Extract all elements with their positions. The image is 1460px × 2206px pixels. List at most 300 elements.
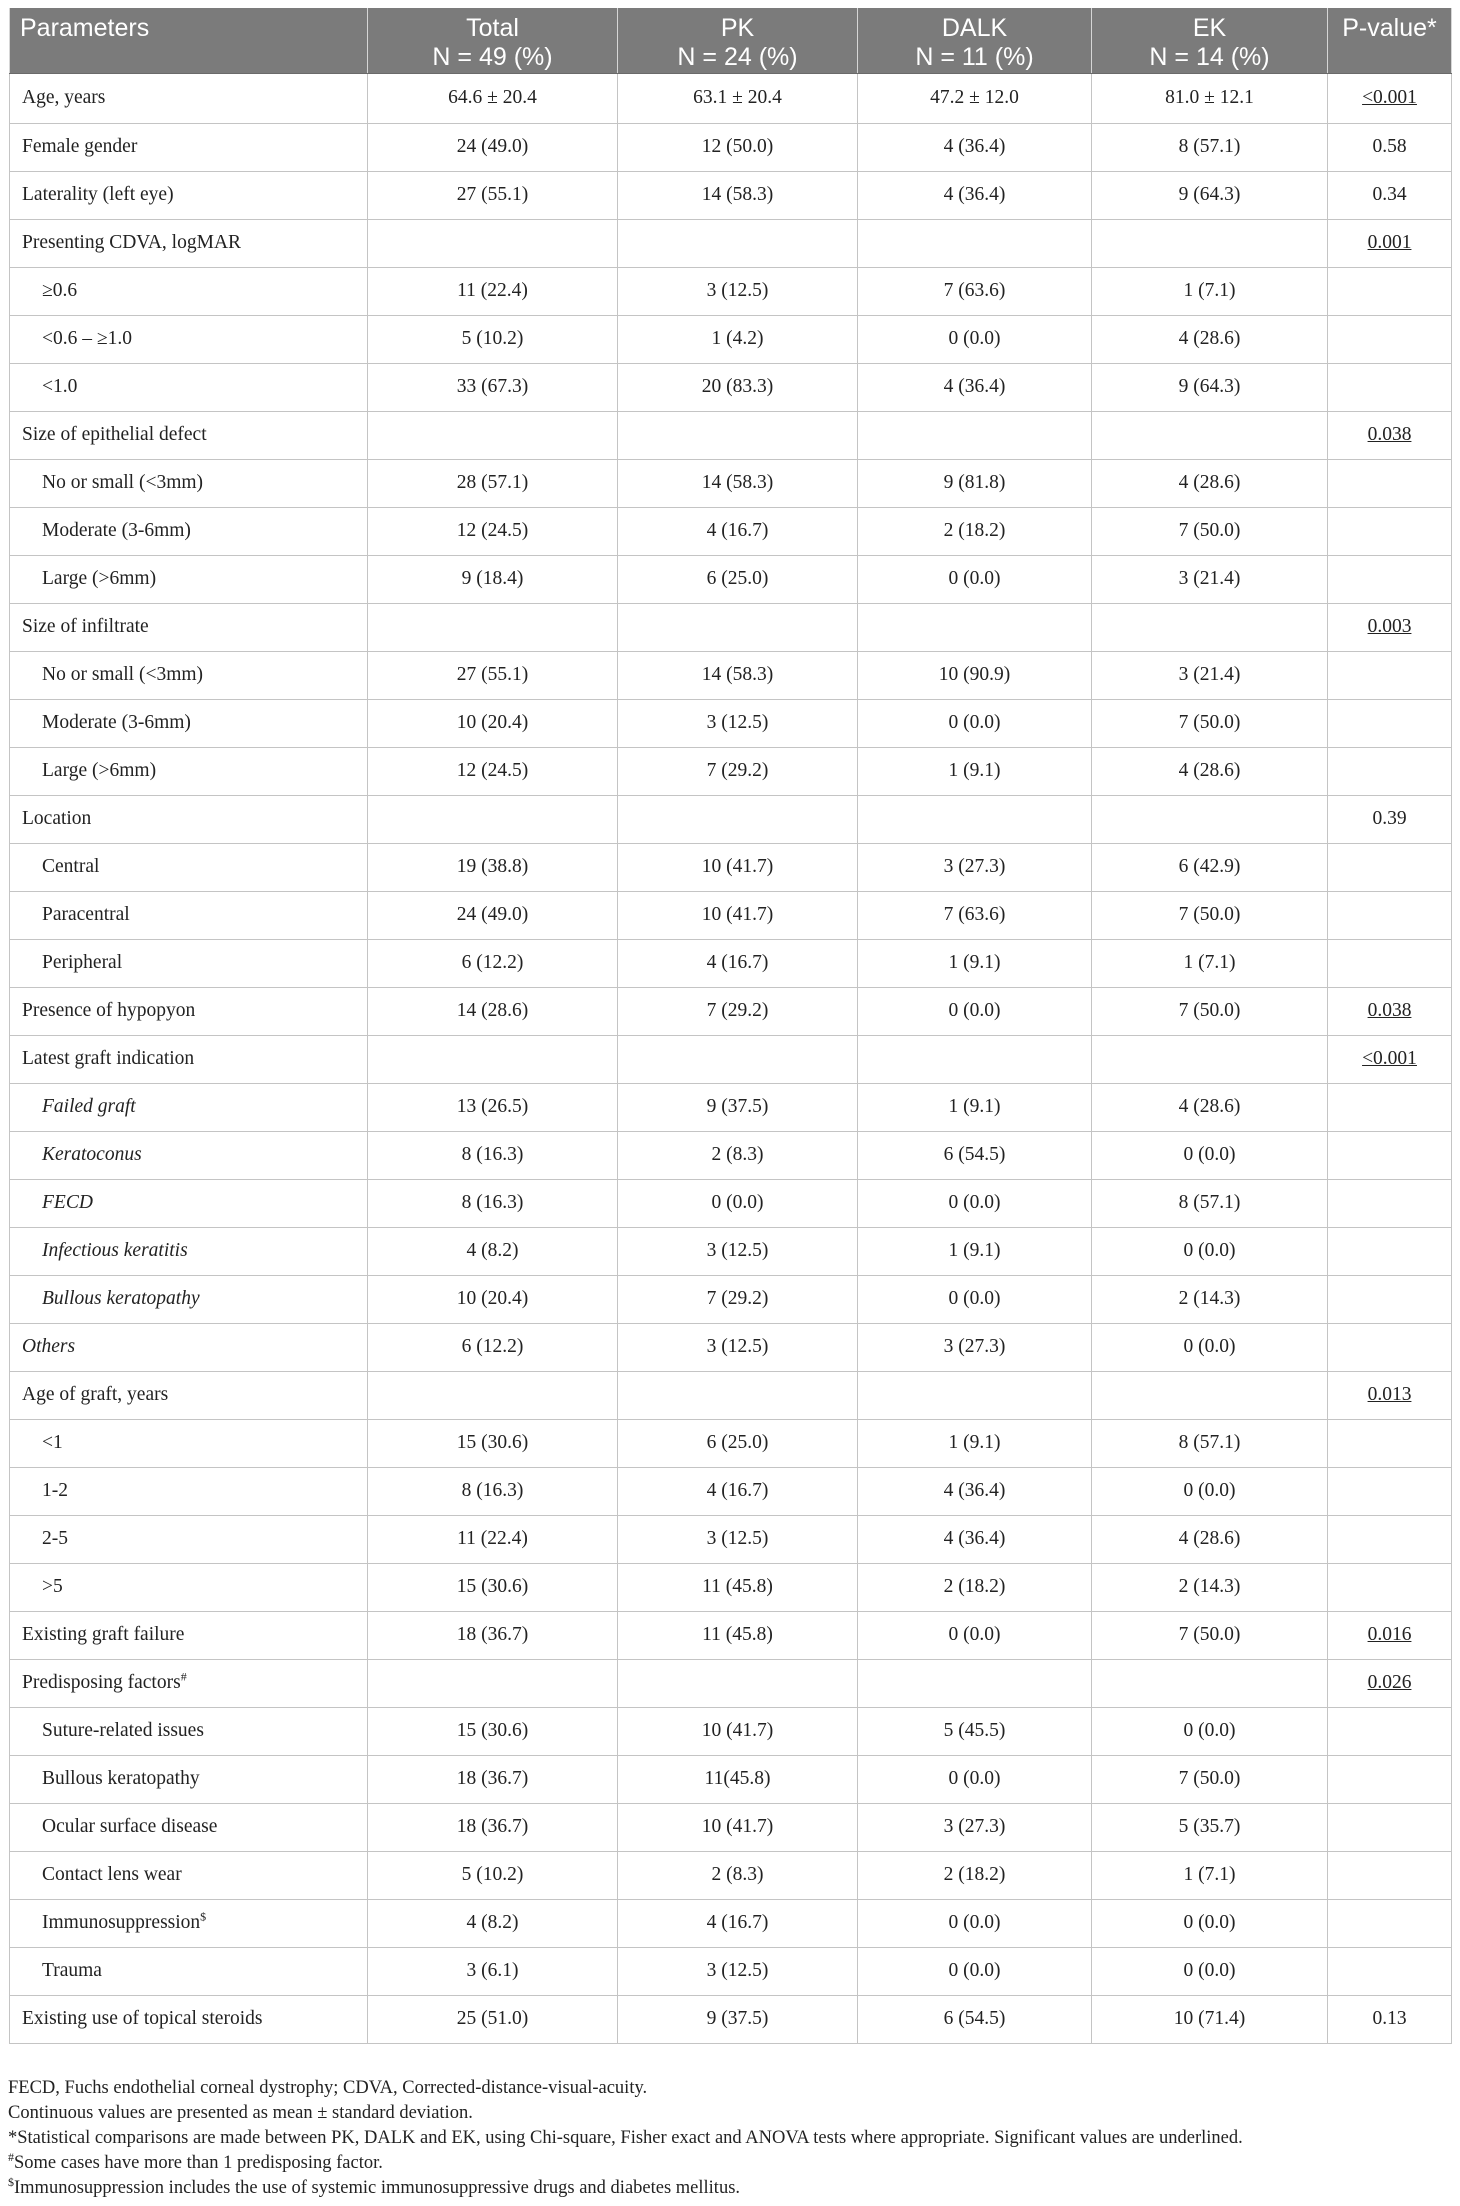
p-value-cell xyxy=(1328,1563,1452,1611)
p-value: 0.016 xyxy=(1367,1624,1412,1645)
table-row xyxy=(10,1995,1452,2043)
parameter-cell xyxy=(10,267,368,315)
pk-cell: 7 (29.2) xyxy=(618,747,858,795)
table-row xyxy=(10,891,1452,939)
p-value-cell xyxy=(1328,1659,1452,1707)
parameter-label: Presenting CDVA, logMAR xyxy=(22,232,242,253)
parameter-cell xyxy=(10,1995,368,2043)
header-p-value: P-value* xyxy=(1328,8,1452,73)
p-value-cell xyxy=(1328,1419,1452,1467)
p-value-cell xyxy=(1328,1947,1452,1995)
total-cell: 9 (18.4) xyxy=(368,555,618,603)
table-row xyxy=(10,1467,1452,1515)
dalk-cell: 1 (9.1) xyxy=(858,1227,1092,1275)
parameter-cell xyxy=(10,1467,368,1515)
ek-cell: 7 (50.0) xyxy=(1092,987,1328,1035)
total-cell: 14 (28.6) xyxy=(368,987,618,1035)
p-value-cell xyxy=(1328,939,1452,987)
p-value-cell xyxy=(1328,987,1452,1035)
header-total: Total N = 49 (%) xyxy=(368,8,618,73)
header-parameters: Parameters xyxy=(10,8,368,73)
ek-cell: 4 (28.6) xyxy=(1092,315,1328,363)
parameter-cell xyxy=(10,1035,368,1083)
total-cell: 8 (16.3) xyxy=(368,1467,618,1515)
pk-cell: 2 (8.3) xyxy=(618,1131,858,1179)
p-value-cell xyxy=(1328,1131,1452,1179)
parameter-label: Keratoconus xyxy=(42,1144,142,1165)
total-cell: 28 (57.1) xyxy=(368,459,618,507)
table-row xyxy=(10,1131,1452,1179)
parameter-cell xyxy=(10,843,368,891)
parameter-label: Large (>6mm) xyxy=(42,760,157,781)
dalk-cell: 4 (36.4) xyxy=(858,123,1092,171)
dalk-cell: 1 (9.1) xyxy=(858,1083,1092,1131)
pk-cell: 14 (58.3) xyxy=(618,651,858,699)
p-value: 0.58 xyxy=(1372,136,1407,157)
ek-cell xyxy=(1092,411,1328,459)
table-row xyxy=(10,1275,1452,1323)
total-cell xyxy=(368,411,618,459)
parameter-cell xyxy=(10,1803,368,1851)
header-row xyxy=(10,8,1452,73)
dalk-cell: 4 (36.4) xyxy=(858,1515,1092,1563)
total-cell: 25 (51.0) xyxy=(368,1995,618,2043)
parameter-cell xyxy=(10,171,368,219)
table-row xyxy=(10,1563,1452,1611)
parameter-cell xyxy=(10,651,368,699)
total-cell: 15 (30.6) xyxy=(368,1419,618,1467)
total-cell xyxy=(368,219,618,267)
ek-cell: 10 (71.4) xyxy=(1092,1995,1328,2043)
pk-cell: 9 (37.5) xyxy=(618,1995,858,2043)
p-value: <0.001 xyxy=(1362,1048,1417,1069)
parameter-label: Predisposing factors xyxy=(22,1672,181,1693)
ek-cell: 0 (0.0) xyxy=(1092,1707,1328,1755)
pk-cell: 9 (37.5) xyxy=(618,1083,858,1131)
p-value-cell xyxy=(1328,1035,1452,1083)
parameter-label: Presence of hypopyon xyxy=(22,1000,196,1021)
pk-cell: 6 (25.0) xyxy=(618,555,858,603)
table-row xyxy=(10,1947,1452,1995)
parameter-cell xyxy=(10,795,368,843)
pk-cell: 10 (41.7) xyxy=(618,1803,858,1851)
p-value-cell xyxy=(1328,1803,1452,1851)
parameter-cell xyxy=(10,315,368,363)
table-row xyxy=(10,1515,1452,1563)
p-value-cell xyxy=(1328,699,1452,747)
header-ek: EK N = 14 (%) xyxy=(1092,8,1328,73)
parameter-cell xyxy=(10,459,368,507)
ek-cell: 5 (35.7) xyxy=(1092,1803,1328,1851)
p-value-cell xyxy=(1328,1899,1452,1947)
table-row xyxy=(10,73,1452,123)
dalk-cell: 7 (63.6) xyxy=(858,891,1092,939)
pk-cell: 7 (29.2) xyxy=(618,987,858,1035)
table-row xyxy=(10,363,1452,411)
dalk-cell: 4 (36.4) xyxy=(858,363,1092,411)
dalk-cell: 10 (90.9) xyxy=(858,651,1092,699)
dalk-cell: 2 (18.2) xyxy=(858,1563,1092,1611)
ek-cell: 2 (14.3) xyxy=(1092,1275,1328,1323)
pk-cell: 3 (12.5) xyxy=(618,1515,858,1563)
parameter-cell xyxy=(10,219,368,267)
parameter-label: <0.6 – ≥1.0 xyxy=(42,328,132,349)
ek-cell: 7 (50.0) xyxy=(1092,507,1328,555)
footnote-text: Immunosuppression includes the use of systemic immunosuppressive drugs and diabetes mellitus. xyxy=(14,2178,741,2198)
table-row xyxy=(10,699,1452,747)
pk-cell: 3 (12.5) xyxy=(618,1947,858,1995)
dalk-cell: 1 (9.1) xyxy=(858,939,1092,987)
parameter-label: Bullous keratopathy xyxy=(42,1768,200,1789)
parameter-label: ≥0.6 xyxy=(42,280,78,301)
total-cell: 18 (36.7) xyxy=(368,1803,618,1851)
p-value-cell xyxy=(1328,1707,1452,1755)
total-cell: 5 (10.2) xyxy=(368,1851,618,1899)
ek-cell: 8 (57.1) xyxy=(1092,1419,1328,1467)
pk-cell xyxy=(618,219,858,267)
total-cell xyxy=(368,795,618,843)
pk-cell: 2 (8.3) xyxy=(618,1851,858,1899)
ek-cell: 9 (64.3) xyxy=(1092,171,1328,219)
table-row xyxy=(10,1851,1452,1899)
p-value-cell xyxy=(1328,843,1452,891)
parameter-label: Large (>6mm) xyxy=(42,568,157,589)
table-row xyxy=(10,651,1452,699)
parameter-label: Contact lens wear xyxy=(42,1864,182,1885)
total-cell xyxy=(368,1035,618,1083)
table-row xyxy=(10,795,1452,843)
p-value-cell xyxy=(1328,1179,1452,1227)
parameter-label: Age, years xyxy=(22,87,106,108)
pk-cell xyxy=(618,411,858,459)
total-cell: 15 (30.6) xyxy=(368,1707,618,1755)
pk-cell: 10 (41.7) xyxy=(618,843,858,891)
footnote xyxy=(8,2076,1450,2101)
dalk-cell: 3 (27.3) xyxy=(858,1323,1092,1371)
pk-cell: 3 (12.5) xyxy=(618,267,858,315)
ek-cell: 1 (7.1) xyxy=(1092,939,1328,987)
table-header xyxy=(10,8,1452,73)
parameter-label: Existing graft failure xyxy=(22,1624,185,1645)
table-row xyxy=(10,459,1452,507)
pk-cell: 12 (50.0) xyxy=(618,123,858,171)
total-cell: 18 (36.7) xyxy=(368,1611,618,1659)
dalk-cell xyxy=(858,411,1092,459)
dalk-cell xyxy=(858,1371,1092,1419)
dalk-cell xyxy=(858,1659,1092,1707)
dalk-cell: 3 (27.3) xyxy=(858,843,1092,891)
p-value: 0.038 xyxy=(1367,1000,1412,1021)
p-value: 0.003 xyxy=(1367,616,1412,637)
total-cell: 10 (20.4) xyxy=(368,1275,618,1323)
table-row xyxy=(10,123,1452,171)
dalk-cell xyxy=(858,1035,1092,1083)
table-row xyxy=(10,1659,1452,1707)
dalk-cell: 0 (0.0) xyxy=(858,555,1092,603)
dalk-cell: 4 (36.4) xyxy=(858,1467,1092,1515)
ek-cell xyxy=(1092,603,1328,651)
total-cell: 4 (8.2) xyxy=(368,1227,618,1275)
ek-cell: 4 (28.6) xyxy=(1092,747,1328,795)
footnote-marker: $ xyxy=(200,1909,207,1924)
parameter-cell xyxy=(10,1275,368,1323)
table-row xyxy=(10,1035,1452,1083)
ek-cell: 0 (0.0) xyxy=(1092,1227,1328,1275)
ek-cell: 8 (57.1) xyxy=(1092,1179,1328,1227)
characteristics-table-container xyxy=(9,8,1451,2044)
ek-cell xyxy=(1092,795,1328,843)
pk-cell xyxy=(618,795,858,843)
p-value-cell xyxy=(1328,363,1452,411)
pk-cell: 11 (45.8) xyxy=(618,1563,858,1611)
pk-cell xyxy=(618,1659,858,1707)
table-row xyxy=(10,987,1452,1035)
ek-cell: 2 (14.3) xyxy=(1092,1563,1328,1611)
parameter-cell xyxy=(10,1515,368,1563)
p-value: 0.026 xyxy=(1367,1672,1412,1693)
footnote-marker: # xyxy=(180,1669,187,1684)
parameter-cell xyxy=(10,123,368,171)
table-row xyxy=(10,939,1452,987)
p-value-cell xyxy=(1328,171,1452,219)
ek-cell: 4 (28.6) xyxy=(1092,1083,1328,1131)
p-value: <0.001 xyxy=(1362,87,1417,108)
ek-cell: 8 (57.1) xyxy=(1092,123,1328,171)
table-row xyxy=(10,1419,1452,1467)
dalk-cell: 47.2 ± 12.0 xyxy=(858,73,1092,123)
table-row xyxy=(10,1803,1452,1851)
ek-cell: 3 (21.4) xyxy=(1092,555,1328,603)
parameter-label: Failed graft xyxy=(42,1096,136,1117)
total-cell: 12 (24.5) xyxy=(368,507,618,555)
pk-cell: 11(45.8) xyxy=(618,1755,858,1803)
parameter-label: Trauma xyxy=(42,1960,102,1981)
total-cell: 5 (10.2) xyxy=(368,315,618,363)
p-value-cell xyxy=(1328,219,1452,267)
dalk-cell: 0 (0.0) xyxy=(858,1275,1092,1323)
parameter-label: FECD xyxy=(42,1192,93,1213)
total-cell: 8 (16.3) xyxy=(368,1131,618,1179)
parameter-label: Bullous keratopathy xyxy=(42,1288,200,1309)
footnote xyxy=(8,2101,1450,2126)
p-value-cell xyxy=(1328,73,1452,123)
total-cell: 33 (67.3) xyxy=(368,363,618,411)
dalk-cell: 0 (0.0) xyxy=(858,987,1092,1035)
parameter-label: Location xyxy=(22,808,92,829)
table-row xyxy=(10,747,1452,795)
ek-cell xyxy=(1092,1371,1328,1419)
p-value-cell xyxy=(1328,411,1452,459)
p-value-cell xyxy=(1328,1515,1452,1563)
total-cell: 27 (55.1) xyxy=(368,651,618,699)
parameter-cell xyxy=(10,1131,368,1179)
pk-cell: 63.1 ± 20.4 xyxy=(618,73,858,123)
p-value-cell xyxy=(1328,459,1452,507)
parameter-cell xyxy=(10,747,368,795)
dalk-cell: 9 (81.8) xyxy=(858,459,1092,507)
pk-cell xyxy=(618,1035,858,1083)
pk-cell: 14 (58.3) xyxy=(618,459,858,507)
dalk-cell: 6 (54.5) xyxy=(858,1995,1092,2043)
ek-cell: 7 (50.0) xyxy=(1092,699,1328,747)
parameter-label: Others xyxy=(22,1336,76,1357)
total-cell: 13 (26.5) xyxy=(368,1083,618,1131)
parameter-cell xyxy=(10,1659,368,1707)
parameter-label: 1-2 xyxy=(42,1480,68,1501)
ek-cell: 4 (28.6) xyxy=(1092,1515,1328,1563)
parameter-label: Age of graft, years xyxy=(22,1384,169,1405)
parameter-cell xyxy=(10,699,368,747)
ek-cell: 0 (0.0) xyxy=(1092,1899,1328,1947)
parameter-cell xyxy=(10,1707,368,1755)
pk-cell: 4 (16.7) xyxy=(618,507,858,555)
parameter-label: Size of epithelial defect xyxy=(22,424,207,445)
dalk-cell: 0 (0.0) xyxy=(858,1899,1092,1947)
table-row xyxy=(10,555,1452,603)
parameter-label: Infectious keratitis xyxy=(42,1240,188,1261)
dalk-cell: 0 (0.0) xyxy=(858,699,1092,747)
table-row xyxy=(10,507,1452,555)
total-cell: 19 (38.8) xyxy=(368,843,618,891)
parameter-cell xyxy=(10,73,368,123)
total-cell: 8 (16.3) xyxy=(368,1179,618,1227)
total-cell: 3 (6.1) xyxy=(368,1947,618,1995)
parameter-label: No or small (<3mm) xyxy=(42,664,204,685)
footnote-text: Continuous values are presented as mean ± standard deviation. xyxy=(8,2103,473,2123)
pk-cell: 11 (45.8) xyxy=(618,1611,858,1659)
dalk-cell: 1 (9.1) xyxy=(858,1419,1092,1467)
footnote-symbol: $ xyxy=(8,2174,14,2189)
table-row xyxy=(10,1371,1452,1419)
total-cell xyxy=(368,1371,618,1419)
parameter-cell xyxy=(10,1419,368,1467)
parameter-cell xyxy=(10,987,368,1035)
pk-cell: 4 (16.7) xyxy=(618,939,858,987)
parameter-cell xyxy=(10,1899,368,1947)
p-value: 0.34 xyxy=(1372,184,1407,205)
total-cell: 11 (22.4) xyxy=(368,1515,618,1563)
pk-cell: 4 (16.7) xyxy=(618,1899,858,1947)
dalk-cell: 7 (63.6) xyxy=(858,267,1092,315)
parameter-label: Size of infiltrate xyxy=(22,616,149,637)
footnote xyxy=(8,2176,1450,2201)
pk-cell: 10 (41.7) xyxy=(618,1707,858,1755)
ek-cell: 7 (50.0) xyxy=(1092,1755,1328,1803)
parameter-label: Moderate (3-6mm) xyxy=(42,712,191,733)
p-value-cell xyxy=(1328,603,1452,651)
parameter-cell xyxy=(10,603,368,651)
header-pk: PK N = 24 (%) xyxy=(618,8,858,73)
p-value-cell xyxy=(1328,1323,1452,1371)
parameter-cell xyxy=(10,1083,368,1131)
p-value-cell xyxy=(1328,555,1452,603)
ek-cell: 7 (50.0) xyxy=(1092,891,1328,939)
parameter-label: <1.0 xyxy=(42,376,78,397)
p-value-cell xyxy=(1328,1371,1452,1419)
pk-cell: 1 (4.2) xyxy=(618,315,858,363)
ek-cell xyxy=(1092,219,1328,267)
dalk-cell: 1 (9.1) xyxy=(858,747,1092,795)
p-value-cell xyxy=(1328,1995,1452,2043)
parameter-label: Immunosuppression xyxy=(42,1912,201,1933)
p-value-cell xyxy=(1328,1227,1452,1275)
table-row xyxy=(10,171,1452,219)
table-row xyxy=(10,1755,1452,1803)
parameter-cell xyxy=(10,1179,368,1227)
ek-cell: 0 (0.0) xyxy=(1092,1467,1328,1515)
parameter-label: Female gender xyxy=(22,136,138,157)
total-cell: 27 (55.1) xyxy=(368,171,618,219)
p-value-cell xyxy=(1328,795,1452,843)
total-cell: 15 (30.6) xyxy=(368,1563,618,1611)
p-value: 0.038 xyxy=(1367,424,1412,445)
table-body xyxy=(10,73,1452,2043)
table-row xyxy=(10,603,1452,651)
pk-cell xyxy=(618,1371,858,1419)
p-value: 0.001 xyxy=(1367,232,1412,253)
ek-cell: 7 (50.0) xyxy=(1092,1611,1328,1659)
parameter-cell xyxy=(10,1947,368,1995)
dalk-cell xyxy=(858,603,1092,651)
table-row xyxy=(10,267,1452,315)
dalk-cell: 0 (0.0) xyxy=(858,1947,1092,1995)
p-value-cell xyxy=(1328,1083,1452,1131)
total-cell: 12 (24.5) xyxy=(368,747,618,795)
pk-cell: 14 (58.3) xyxy=(618,171,858,219)
total-cell: 11 (22.4) xyxy=(368,267,618,315)
total-cell: 24 (49.0) xyxy=(368,891,618,939)
total-cell: 4 (8.2) xyxy=(368,1899,618,1947)
pk-cell: 4 (16.7) xyxy=(618,1467,858,1515)
total-cell xyxy=(368,1659,618,1707)
table-row xyxy=(10,1083,1452,1131)
total-cell: 6 (12.2) xyxy=(368,939,618,987)
pk-cell xyxy=(618,603,858,651)
table-row xyxy=(10,315,1452,363)
ek-cell: 0 (0.0) xyxy=(1092,1947,1328,1995)
dalk-cell: 0 (0.0) xyxy=(858,315,1092,363)
footnote-text: *Statistical comparisons are made between PK, DALK and EK, using Chi-square, Fisher exact and ANOVA tests where appropriate. Significant values are underlined. xyxy=(8,2128,1243,2148)
dalk-cell: 4 (36.4) xyxy=(858,171,1092,219)
parameter-cell xyxy=(10,363,368,411)
parameter-label: Existing use of topical steroids xyxy=(22,2008,263,2029)
ek-cell: 0 (0.0) xyxy=(1092,1323,1328,1371)
parameter-cell xyxy=(10,507,368,555)
p-value-cell xyxy=(1328,1467,1452,1515)
footnote xyxy=(8,2126,1450,2151)
p-value: 0.13 xyxy=(1372,2008,1407,2029)
p-value-cell xyxy=(1328,267,1452,315)
parameter-cell xyxy=(10,1227,368,1275)
characteristics-table xyxy=(9,8,1452,2044)
pk-cell: 20 (83.3) xyxy=(618,363,858,411)
parameter-cell xyxy=(10,1755,368,1803)
parameter-cell xyxy=(10,1851,368,1899)
parameter-label: >5 xyxy=(42,1576,63,1597)
footnote-text: Some cases have more than 1 predisposing factor. xyxy=(14,2153,383,2173)
pk-cell: 0 (0.0) xyxy=(618,1179,858,1227)
p-value-cell xyxy=(1328,315,1452,363)
dalk-cell: 5 (45.5) xyxy=(858,1707,1092,1755)
pk-cell: 3 (12.5) xyxy=(618,1227,858,1275)
p-value-cell xyxy=(1328,891,1452,939)
table-row xyxy=(10,1227,1452,1275)
dalk-cell: 0 (0.0) xyxy=(858,1755,1092,1803)
footnote xyxy=(8,2151,1450,2176)
ek-cell: 81.0 ± 12.1 xyxy=(1092,73,1328,123)
table-row xyxy=(10,411,1452,459)
parameter-label: 2-5 xyxy=(42,1528,68,1549)
